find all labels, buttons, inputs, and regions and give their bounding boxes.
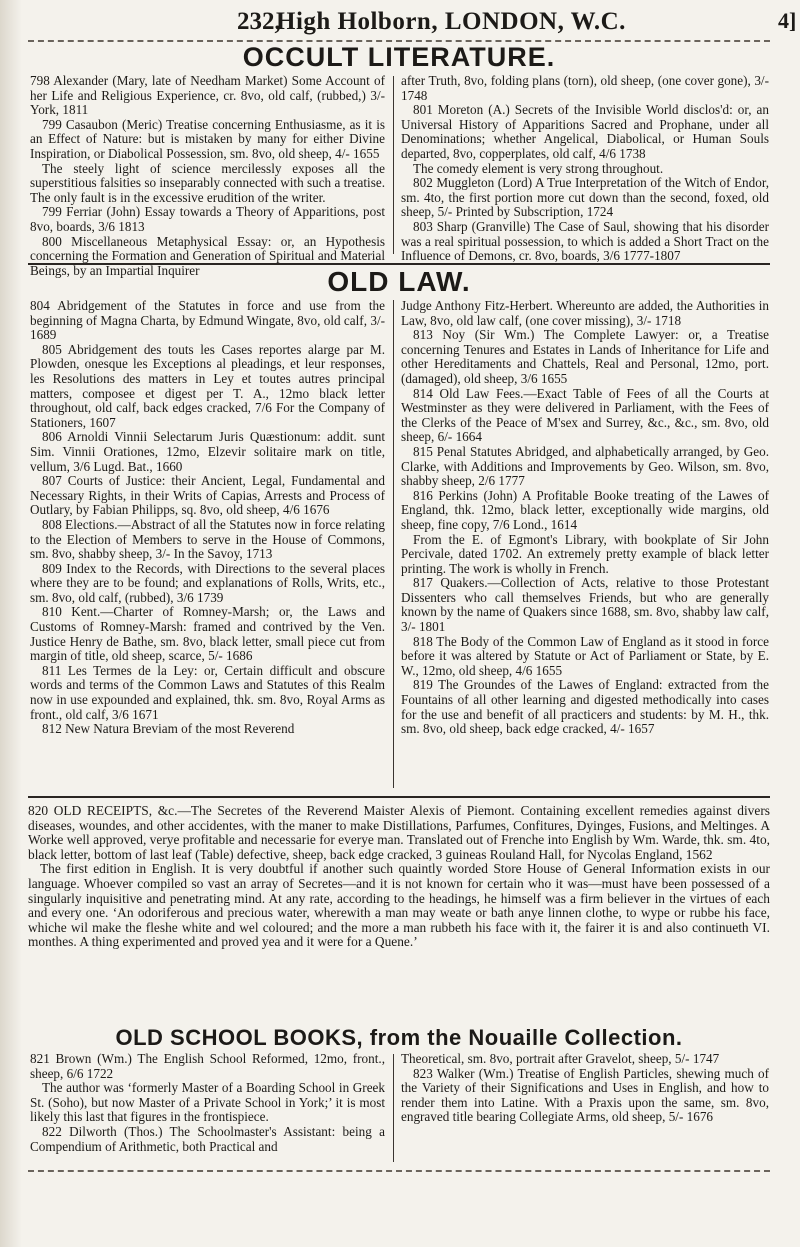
listing-entry: 803 Sharp (Granville) The Case of Saul, showing that his disorder was a real spiritual possession, to which is added a Short Tract on the Influence of Demons, cr. 8vo, boards, 3/6 1777-1807 — [401, 218, 769, 264]
listing-note: The author was ‘formerly Master of a Boarding School in Greek St. (Soho), but now Master of a Private School in York;’ it is most likely this last that figures in the frontispiece. — [30, 1080, 385, 1125]
listing-entry: 811 Les Termes de la Ley: or, Certain difficult and obscure words and terms of the Common Laws and Statutes of this Realm now in use expounded and explained, thk. sm. 8vo, Royal Arms as front., old calf, 3/6 1671 — [30, 662, 385, 722]
listing-entry: 801 Moreton (A.) Secrets of the Invisible World disclos'd: or, an Universal History of Apparitions Sacred and Prophane, under all Denominations; whether Angelical, Diabolical, or Human Souls departed, 8vo, copperplates, old calf, 4/6 1738 — [401, 102, 769, 161]
listing-entry: 800 Miscellaneous Metaphysical Essay: or, an Hypothesis concerning the Formation and Generation of Spiritual and Material Beings, by an Impartial Inquirer — [30, 233, 385, 278]
listing-entry: 819 The Groundes of the Lawes of England: extracted from the Fountains of all other learning and digested methodically into cases for the use and benefit of all practicers and students: by M. H., thk. sm. 8vo, old sheep, back edge cracked, 4/- 1657 — [401, 677, 769, 737]
column-divider — [393, 300, 394, 788]
listing-entry: 815 Penal Statutes Abridged, and alphabetically arranged, by Geo. Clarke, with Additions and Improvements by Geo. Wilson, sm. 8vo, shabby sheep, 2/6 1777 — [401, 443, 769, 489]
listing-entry: Judge Anthony Fitz-Herbert. Whereunto are added, the Authorities in Law, 8vo, old law calf, (one cover missing), 3/- 1718 — [401, 298, 769, 328]
listing-note: The comedy element is very strong throughout. — [413, 160, 664, 176]
footer-rule — [28, 1170, 770, 1172]
listing-entry: 798 Alexander (Mary, late of Needham Market) Some Account of her Life and Religious Experience, cr. 8vo, old calf, (rubbed,) 3/- York, 1811 — [30, 73, 385, 118]
listing-entry: 813 Noy (Sir Wm.) The Complete Lawyer: or, a Treatise concerning Tenures and Estates in Lands of Inheritance for Life and other Hereditaments and Chattels, Real and Personal, 12mo, port. (damaged), old sheep, 3/6 1655 — [401, 327, 769, 386]
page-number: 232, — [237, 8, 281, 35]
section-rule — [28, 263, 770, 265]
section-title-occult: OCCULT LITERATURE. — [242, 42, 556, 72]
law-right-column — [401, 299, 769, 737]
receipts-entry-block — [28, 804, 770, 950]
school-left-column — [30, 1052, 385, 1154]
listing-entry: 821 Brown (Wm.) The English School Reformed, 12mo, front., sheep, 6/6 1722 — [30, 1051, 385, 1081]
section-title-school: OLD SCHOOL BOOKS, from the Nouaille Collection. — [115, 1025, 683, 1050]
law-left-column — [30, 299, 385, 737]
listing-entry: 808 Elections.—Abstract of all the Statutes now in force relating to the Election of Members to serve in the House of Commons, sm. 8vo, shabby sheep, 3/- In the Savoy, 1713 — [30, 516, 385, 562]
page-edge-shadow — [0, 0, 22, 1247]
column-divider — [393, 76, 394, 254]
listing-entry: 804 Abridgement of the Statutes in force and use from the beginning of Magna Charta, by Edmund Wingate, 8vo, old calf, 3/- 1689 — [30, 298, 385, 343]
section-rule — [28, 796, 770, 798]
section-title-law: OLD LAW. — [327, 266, 471, 297]
listing-entry: 812 New Natura Breviam of the most Reverend — [42, 721, 295, 737]
listing-entry: 817 Quakers.—Collection of Acts, relative to those Protestant Dissenters who call themselves Friends, but who are generally known by the name of Quakers since 1688, sm. 8vo, shabby law calf, 3/- 1801 — [401, 575, 769, 635]
listing-note: The steely light of science mercilessly exposes all the superstitious falsities so inseparably connected with such a treatise. The only fault is in the excessive erudition of the writer. — [30, 160, 385, 205]
listing-entry: 802 Muggleton (Lord) A True Interpretation of the Witch of Endor, sm. 4to, the first portion more cut down than the second, foxed, old sheep, 5/- Printed by Subscription, 1724 — [401, 175, 769, 220]
listing-entry: 799 Casaubon (Meric) Treatise concerning Enthusiasme, as it is an Effect of Nature: but is mistaken by many for either Divine Inspiration, or Diabolical Possession, sm. 8vo, old sheep, 4/- 1655 — [30, 116, 385, 161]
listing-entry: 809 Index to the Records, with Directions to the several places where they are to be found; and explanations of Rolls, Writs, etc., sm. 8vo, old calf, (rubbed), 3/6 1739 — [30, 560, 385, 605]
listing-entry: 818 The Body of the Common Law of England as it stood in force before it was altered by Statute or Act of Parliament or State, by E. W., 12mo, old sheep, 4/6 1655 — [401, 633, 769, 678]
listing-entry: 814 Old Law Fees.—Exact Table of Fees of all the Courts at Westminster as they were delivered in Parliament, with the Fees of the Clerks of the Peace of M'sex and Surrey, &c., &c., sm. 8vo, old sheep, 6/- 1664 — [401, 385, 769, 445]
school-right-column — [401, 1052, 769, 1125]
listing-entry: Theoretical, sm. 8vo, portrait after Gravelot, sheep, 5/- 1747 — [401, 1051, 720, 1066]
listing-note: The first edition in English. It is very doubtful if another such quaintly worded Store House of General Information exists in our language. Whoever compiled so vast an array of Secretes—and it is not known for certain who it was—must have been possessed of a singularly inquisitive and penetrating mind. At any rate, according to the headings, he himself was a firm believer in the virtues of each and every one. ‘An odoriferous and precious water, wherewith a man may weate or bath anye linnen clothe, to wype or rubbe his face, whiche wil make the fleshe white and wel coloured; and the more a man rubbeth his face with it, the fairer it is and also continueth VI. monthes. A thing experimented and proved yea and it were for a Quene.’ — [28, 861, 770, 950]
listing-entry: 823 Walker (Wm.) Treatise of English Particles, shewing much of the Variety of their Significations and Uses in English, and how to render them into Latine. With a Praxis upon the same, sm. 8vo, engraved title bearing Collegiate Arms, old sheep, 5/- 1676 — [401, 1065, 769, 1125]
listing-entry: 820 OLD RECEIPTS, &c.—The Secretes of the Reverend Maister Alexis of Piemont. Containing excellent remedies against divers diseases, woundes, and other accidentes, with the maner to make Distillations, Parfumes, Confitures, Dyinges, Fusions, and Meltinges. A Worke well approved, verye profitable and necessarie for everye man. Translated out of Frenche into English by Wm. Warde, thk. sm. 4to, black letter, bottom of last leaf (Table) defective, sheep, back edge cracked, 3 guineas Rouland Hall, for Nycolas England, 1562 — [28, 803, 770, 862]
column-divider — [393, 1054, 394, 1162]
listing-entry: 806 Arnoldi Vinnii Selectarum Juris Quæstionum: addit. sunt Sim. Vinnii Orationes, 12mo, Elzevir solitaire mark on title, vellum, 3/6 Lugd. Bat., 1660 — [30, 429, 385, 474]
occult-left-column — [30, 74, 385, 278]
sheet-mark: 4] — [778, 8, 797, 33]
listing-entry: 807 Courts of Justice: their Ancient, Legal, Fundamental and Necessary Rights, in their Writs of Capias, Arrests and Process of Outlary, by Fabian Philipps, sq. 8vo, old sheep, 4/6 1676 — [30, 473, 385, 518]
listing-entry: 805 Abridgement des touts les Cases reportes alarge par M. Plowden, onesque les Exceptions al pleadings, et leur responses, les Resolutions des matters in Ley et toutes autres principal matters, composee et digest per T. A., 12mo black letter throughout, old calf, back edges cracked, 7/6 For the Company of Stationers, 1607 — [30, 341, 385, 430]
listing-entry: 822 Dilworth (Thos.) The Schoolmaster's Assistant: being a Compendium of Arithmetic, both Practical and — [30, 1123, 385, 1154]
publisher-address: High Holborn, LONDON, W.C. — [276, 8, 626, 35]
listing-entry: 810 Kent.—Charter of Romney-Marsh; or, the Laws and Customs of Romney-Marsh: framed and contrived by the Ven. Justice Henry de Bathe, sm. 8vo, black letter, small piece cut from margin of title, old sheep, scarce, 5/- 1686 — [30, 604, 385, 664]
listing-entry: after Truth, 8vo, folding plans (torn), old sheep, (one cover gone), 3/- 1748 — [401, 73, 769, 103]
listing-entry: 816 Perkins (John) A Profitable Booke treating of the Lawes of England, thk. 12mo, black letter, exceptionally wide margins, old sheep, fine copy, 7/6 Lond., 1614 — [401, 487, 769, 532]
occult-right-column — [401, 74, 769, 264]
listing-note: From the E. of Egmont's Library, with bookplate of Sir John Percivale, dated 1702. An extremely pretty example of black letter printing. The work is wholly in French. — [401, 531, 769, 576]
listing-entry: 799 Ferriar (John) Essay towards a Theory of Apparitions, post 8vo, boards, 3/6 1813 — [30, 204, 385, 234]
